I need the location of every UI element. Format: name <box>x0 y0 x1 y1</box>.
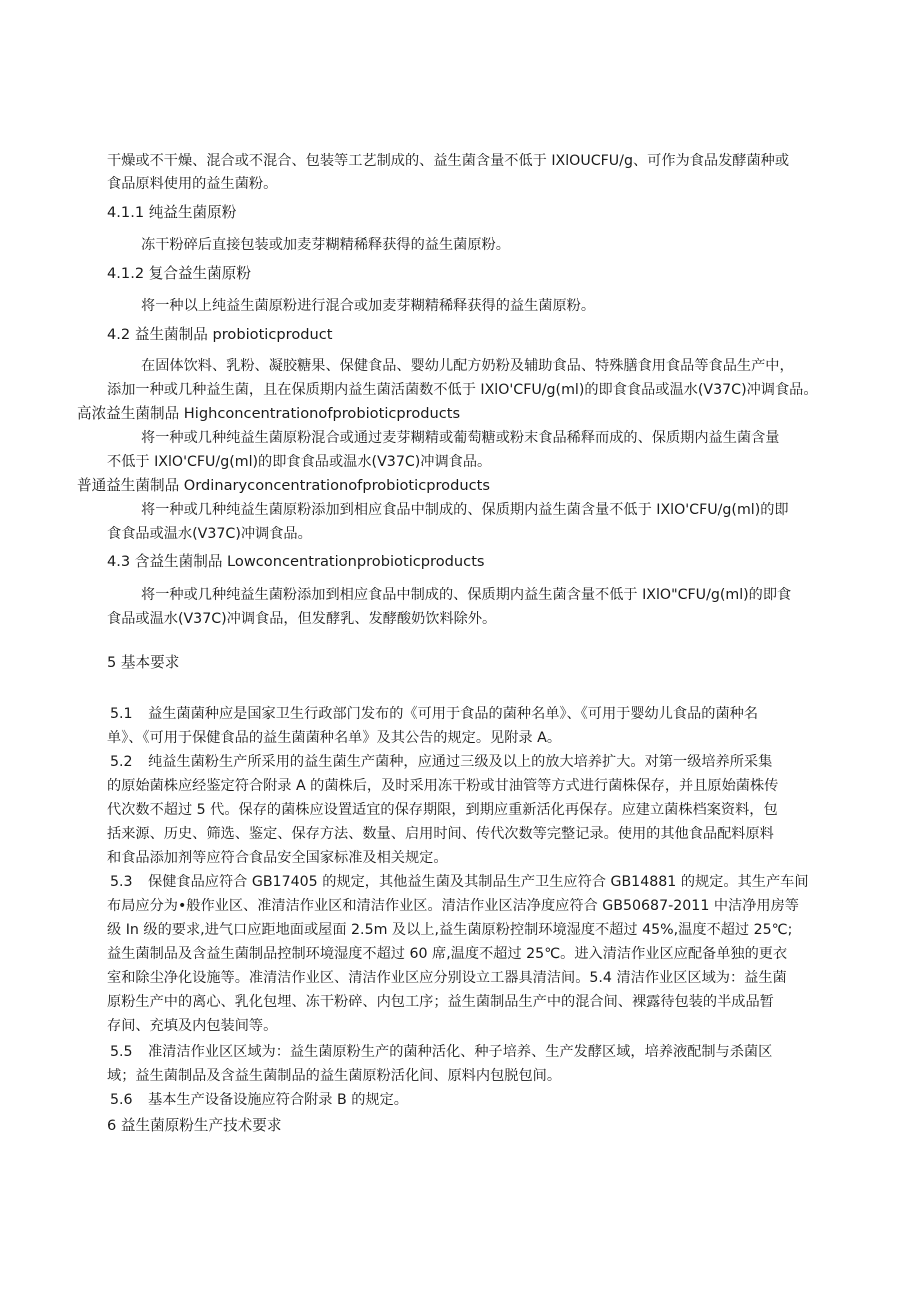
clause-5-2-line-3: 代次数不超过 5 代。保存的菌株应设置适宜的保存期限，到期应重新活化再保存。应建立菌株档案资料，包 <box>107 802 778 818</box>
clause-5-3-line-5: 室和除尘净化设施等。准清洁作业区、清洁作业区应分别设立工器具清洁间。5.4 清洁作业区区域为：益生菌 <box>107 970 787 986</box>
section-4-3-body-1: 将一种或几种纯益生菌粉添加到相应食品中制成的、保质期内益生菌含量不低于 IXlO"CFU∕g(ml)的即食 <box>141 587 792 603</box>
high-concentration-heading: 高浓益生菌制品 Highconcentrationofprobioticproducts <box>77 405 461 422</box>
clause-5-6-line-1: 基本生产设备设施应符合附录 B 的规定。 <box>148 1092 408 1108</box>
high-concentration-body-1: 将一种或几种纯益生菌原粉混合或通过麦芽糊精或葡萄糖或粉末食品稀释而成的、保质期内益生菌含量 <box>141 430 780 446</box>
section-4-1-1-body: 冻干粉碎后直接包装或加麦芽糊精稀释获得的益生菌原粉。 <box>141 237 510 253</box>
section-4-1-2-heading: 4.1.2 复合益生菌原粉 <box>107 265 251 282</box>
clause-5-3-line-1: 保健食品应符合 GB17405 的规定，其他益生菌及其制品生产卫生应符合 GB14881 的规定。其生产车间 <box>148 874 809 890</box>
clause-5-3-line-4: 益生菌制品及含益生菌制品控制环境湿度不超过 60 席,温度不超过 25℃。进入清洁作业区应配备单独的更衣 <box>107 946 788 962</box>
clause-5-1-line-1: 益生菌菌种应是国家卫生行政部门发布的《可用于食品的菌种名单》、《可用于婴幼儿食品的菌种名 <box>148 706 759 722</box>
clause-5-2-number: 5.2 <box>110 754 133 770</box>
clause-5-1-line-2: 单》、《可用于保健食品的益生菌菌种名单》及其公告的规定。见附录 A。 <box>107 730 562 746</box>
intro-line-1: 干燥或不干燥、混合或不混合、包装等工艺制成的、益生菌含量不低于 IXlOUCFU/g、可作为食品发酵菌种或 <box>107 153 790 169</box>
ordinary-concentration-heading: 普通益生菌制品 Ordinaryconcentrationofprobioticproducts <box>77 477 490 494</box>
clause-5-1-number: 5.1 <box>110 706 133 722</box>
ordinary-concentration-body-1: 将一种或几种纯益生菌原粉添加到相应食品中制成的、保质期内益生菌含量不低于 IXlO'CFU∕g(ml)的即 <box>141 502 789 518</box>
clause-5-5-line-2: 域；益生菌制品及含益生菌制品的益生菌原粉活化间、原料内包脱包间。 <box>107 1068 562 1084</box>
clause-5-2-line-1: 纯益生菌粉生产所采用的益生菌生产菌种，应通过三级及以上的放大培养扩大。对第一级培养所采集 <box>148 754 773 770</box>
section-4-2-body-2: 添加一种或几种益生菌，且在保质期内益生菌活菌数不低于 IXlO'CFU/g(ml)的即食食品或温水(V37C)冲调食品。 <box>107 382 818 398</box>
clause-5-2-line-2: 的原始菌株应经鉴定符合附录 A 的菌株后，及时采用冻干粉或甘油管等方式进行菌株保存，并且原始菌株传 <box>107 778 779 794</box>
intro-line-2: 食品原料使用的益生菌粉。 <box>107 176 278 192</box>
clause-5-6-number: 5.6 <box>110 1092 133 1108</box>
clause-5-3-number: 5.3 <box>110 874 133 890</box>
section-4-3-heading: 4.3 含益生菌制品 Lowconcentrationprobioticproducts <box>107 553 485 570</box>
clause-5-5-line-1: 准清洁作业区区域为：益生菌原粉生产的菌种活化、种子培养、生产发酵区域，培养液配制与杀菌区 <box>148 1044 773 1060</box>
clause-5-2-line-5: 和食品添加剂等应符合食品安全国家标准及相关规定。 <box>107 850 448 866</box>
clause-5-5-number: 5.5 <box>110 1044 133 1060</box>
ordinary-concentration-body-2: 食食品或温水(V37C)冲调食品。 <box>107 526 312 542</box>
clause-5-3-line-2: 布局应分为•般作业区、准清洁作业区和清洁作业区。清洁作业区洁净度应符合 GB50687-2011 中洁净用房等 <box>107 898 799 914</box>
clause-5-3-line-3: 级 In 级的要求,进气口应距地面或屋面 2.5m 及以上,益生菌原粉控制环境湿度不超过 45%,温度不超过 25℃; <box>107 922 793 938</box>
clause-5-3-line-6: 原粉生产中的离心、乳化包埋、冻干粉碎、内包工序；益生菌制品生产中的混合间、裸露待包装的半成品暂 <box>107 994 774 1010</box>
high-concentration-body-2: 不低于 IXlO'CFU/g(ml)的即食食品或温水(V37C)冲调食品。 <box>107 454 492 470</box>
section-4-1-1-heading: 4.1.1 纯益生菌原粉 <box>107 204 237 221</box>
clause-5-2-line-4: 括来源、历史、筛选、鉴定、保存方法、数量、启用时间、传代次数等完整记录。使用的其他食品配料原料 <box>107 826 774 842</box>
section-4-3-body-2: 食品或温水(V37C)冲调食品，但发酵乳、发酵酸奶饮料除外。 <box>107 611 497 627</box>
section-6-heading: 6 益生菌原粉生产技术要求 <box>107 1117 282 1134</box>
section-5-heading: 5 基本要求 <box>107 654 180 671</box>
section-4-2-body-1: 在固体饮料、乳粉、凝胶糖果、保健食品、婴幼儿配方奶粉及辅助食品、特殊膳食用食品等食品生产中， <box>141 358 794 374</box>
clause-5-3-line-7: 存间、充填及内包装间等。 <box>107 1018 278 1034</box>
section-4-2-heading: 4.2 益生菌制品 probioticproduct <box>107 326 333 343</box>
section-4-1-2-body: 将一种以上纯益生菌原粉进行混合或加麦芽糊精稀释获得的益生菌原粉。 <box>141 298 596 314</box>
